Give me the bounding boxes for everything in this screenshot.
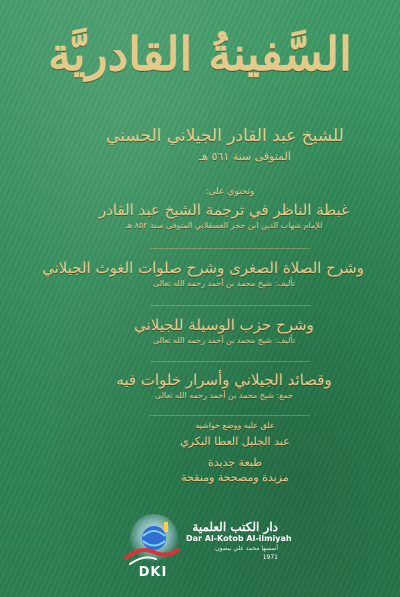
divider	[150, 248, 310, 249]
author-death-date: المتوفى سنة ٥٦١ هـ	[199, 150, 291, 163]
annotator-name: عبد الجليل العطا البكري	[180, 435, 290, 448]
publisher-name-arabic: دار الكتب العلمية	[192, 520, 278, 534]
publisher-name-english: Dar Al-Kotob Al-ilmiyah	[186, 534, 292, 543]
work-item	[84, 200, 364, 231]
book-title: السَّفينةُ القادريَّة	[48, 27, 352, 81]
annotator-label: علق عليه ووضع حواشيه	[195, 421, 275, 430]
work-title: غبطة الناظر في ترجمة الشيخ عبد القادر	[99, 201, 349, 219]
work-credit: جمع: شيخ محمد بن أحمد رحمه الله تعالى	[154, 391, 294, 400]
work-title: وشرح حزب الوسيلة للجيلاني	[134, 316, 314, 334]
publisher-founder: أسسها محمد علي بيضون	[215, 545, 278, 552]
contents-label: وتحتوي على:	[205, 187, 255, 197]
edition-description: مزيدة ومصححة ومنقحة	[181, 471, 289, 484]
work-item	[84, 315, 364, 346]
work-item	[42, 258, 364, 289]
publisher-monogram: DKI	[138, 565, 168, 580]
divider	[150, 305, 310, 306]
author-line: للشيخ عبد القادر الجيلاني الحسني	[106, 126, 344, 146]
publisher-info	[186, 520, 292, 562]
divider	[150, 361, 310, 362]
work-title: وقصائد الجيلاني وأسرار خلوات فيه	[116, 371, 332, 389]
work-title: وشرح الصلاة الصغرى وشرح صلوات الغوث الجيلاني	[42, 259, 364, 277]
divider	[150, 415, 310, 416]
work-credit: للإمام شهاب الدين ابن حجر العسقلاني المتوفى سنة ٨٥٢ هـ	[125, 221, 323, 230]
work-credit: تأليف: شيخ محمد بن أحمد رحمه الله تعالى	[152, 279, 296, 288]
work-item	[84, 370, 364, 401]
publisher-founded-year: 1971	[262, 554, 278, 561]
edition-label: طبعة جديدة	[208, 456, 262, 469]
work-credit: تأليف: شيخ محمد بن أحمد رحمه الله تعالى	[152, 336, 296, 345]
